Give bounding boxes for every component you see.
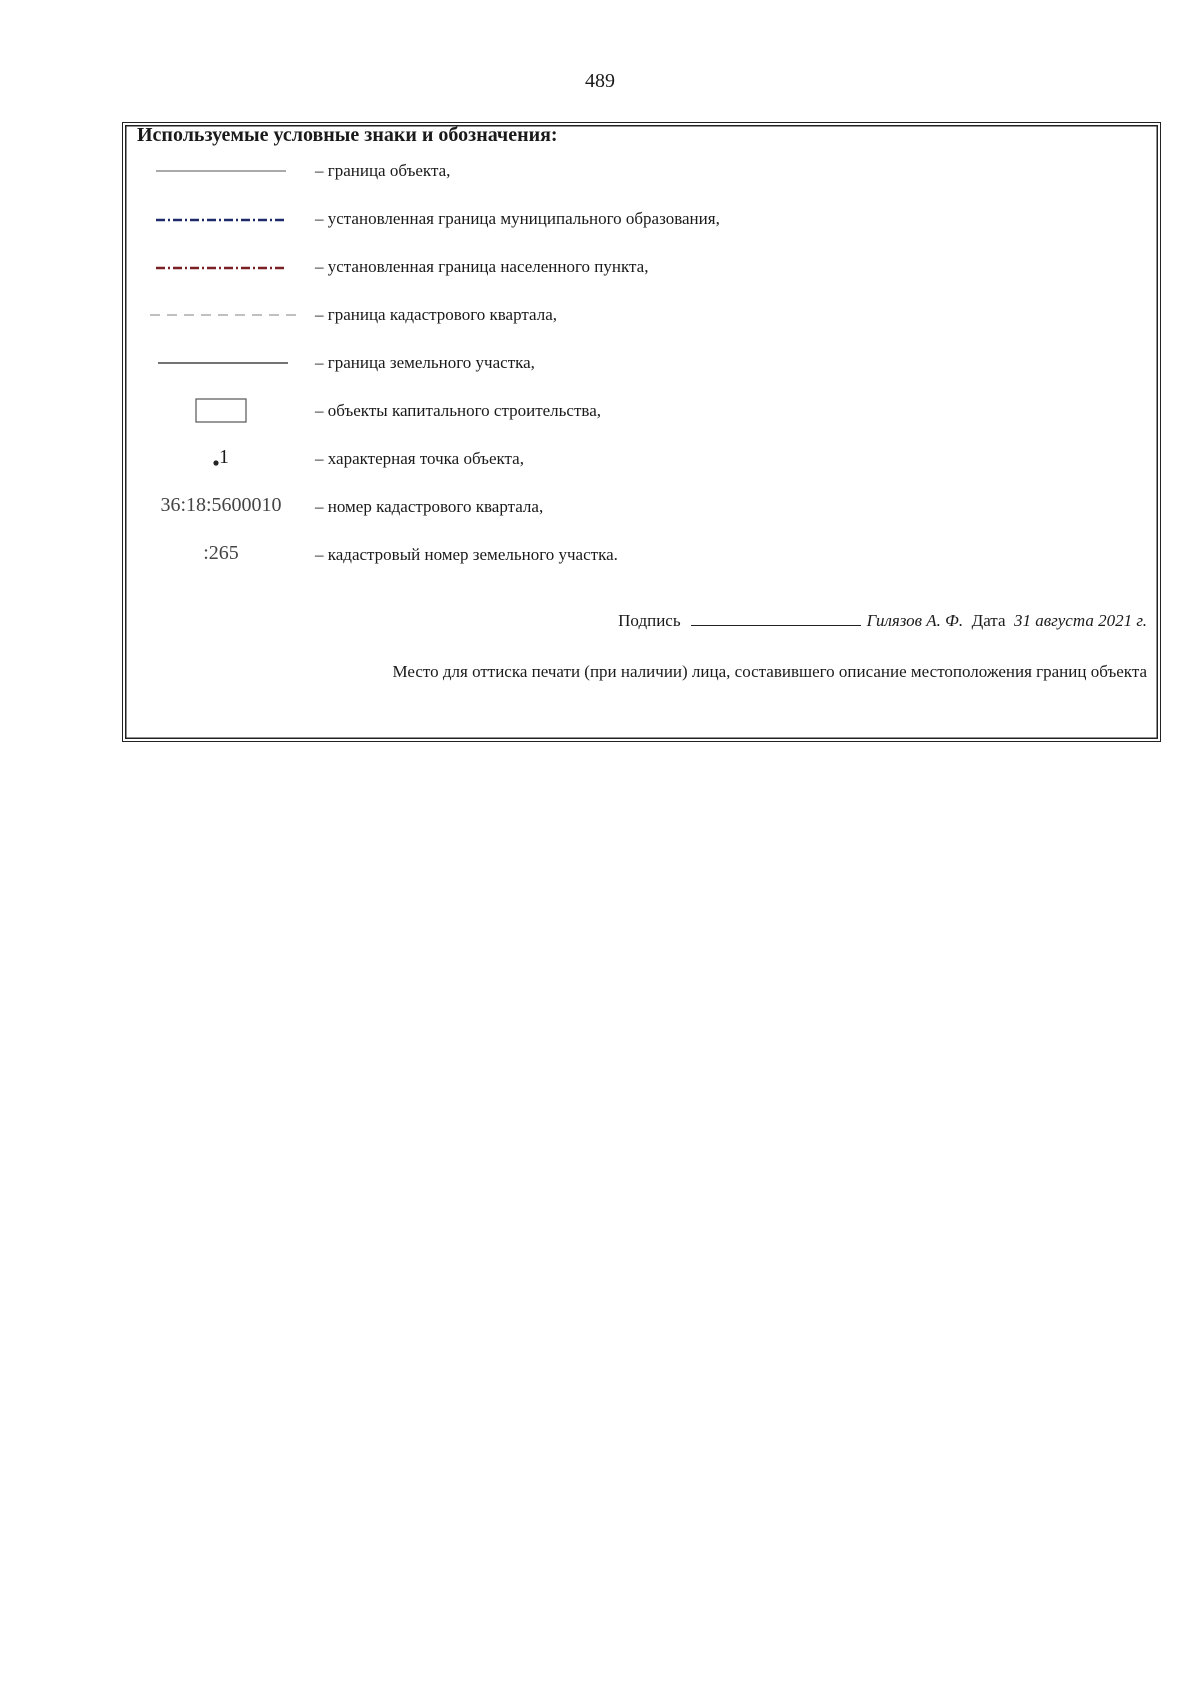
legend-item-settlement-boundary: [140, 254, 1140, 284]
point-label: 1: [219, 446, 229, 468]
signature-label: Подпись: [618, 611, 681, 630]
legend-item-description: – установленная граница населенного пункта,: [315, 257, 649, 276]
legend-item-characteristic-point: [140, 446, 1140, 476]
red-dash-dot-line-symbol: [140, 254, 300, 284]
legend-item-buildings: [140, 398, 1140, 428]
legend-item-description: – характерная точка объекта,: [315, 449, 524, 468]
legend-item-quarter-number: [140, 494, 1140, 524]
thin-solid-line-symbol: [140, 158, 300, 188]
legend-item-description: – объекты капитального строительства,: [315, 401, 601, 420]
signer-name: Гилязов А. Ф.: [866, 611, 964, 630]
quarter-number-sample: 36:18:5600010: [160, 494, 282, 516]
gray-dashed-line-symbol: [140, 302, 300, 332]
legend-item-description: – граница кадастрового квартала,: [315, 305, 557, 324]
dark-solid-line-symbol: [140, 350, 300, 380]
legend-item-description: – граница земельного участка,: [315, 353, 535, 372]
rectangle-symbol: [140, 398, 300, 428]
date-label: Дата: [971, 611, 1006, 630]
plot-number-sample: :265: [203, 542, 239, 564]
legend-item-description: – кадастровый номер земельного участка.: [315, 545, 618, 564]
legend-item-description: – номер кадастрового квартала,: [315, 497, 544, 516]
signature-blank: [691, 609, 861, 626]
page-number: 489: [585, 70, 615, 92]
blue-dash-dot-line-symbol: [140, 206, 300, 236]
legend-item-description: – установленная граница муниципального образования,: [315, 209, 720, 228]
legend-item-description: – граница объекта,: [315, 161, 451, 180]
signature-date: 31 августа 2021 г.: [1014, 611, 1147, 630]
point-symbol: [140, 446, 300, 476]
legend-title: Используемые условные знаки и обозначения:: [137, 124, 558, 146]
legend-item-plot-boundary: [140, 350, 1140, 380]
stamp-note: Место для оттиска печати (при наличии) лица, составившего описание местоположения границ объекта: [392, 662, 1147, 681]
legend-item-plot-number: [140, 542, 1140, 572]
legend-item-municipal-boundary: [140, 206, 1140, 236]
signature-line: [618, 609, 1147, 631]
legend-item-object-boundary: [140, 158, 1140, 188]
legend-item-quarter-boundary: [140, 302, 1140, 332]
